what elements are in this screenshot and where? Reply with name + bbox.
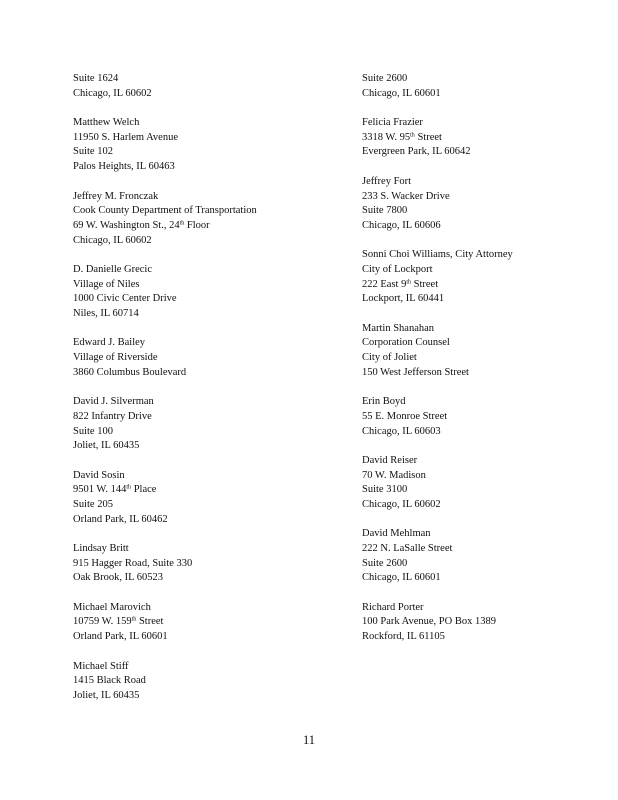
address-line-first: David Sosin — [73, 469, 125, 481]
address-line: Chicago, IL 60602 — [73, 234, 152, 246]
address-block — [362, 395, 618, 439]
address-block — [73, 263, 343, 322]
address-line-first: Erin Boyd — [362, 396, 406, 408]
address-line-first: Felicia Frazier — [362, 117, 423, 129]
address-line-first: Michael Marovich — [73, 601, 151, 613]
address-block — [73, 660, 343, 704]
address-line: 11950 S. Harlem Avenue — [73, 131, 178, 143]
address-line: Joliet, IL 60435 — [73, 689, 140, 701]
address-block — [73, 469, 343, 528]
address-line: 1415 Black Road — [73, 675, 146, 687]
address-line: 1000 Civic Center Drive — [73, 293, 177, 305]
address-line: 55 E. Monroe Street — [362, 410, 448, 422]
address-line: Joliet, IL 60435 — [73, 440, 140, 452]
address-line: Chicago, IL 60602 — [362, 498, 441, 510]
address-line: City of Joliet — [362, 352, 417, 364]
address-block — [73, 116, 343, 175]
address-line-first: Suite 2600 — [362, 73, 408, 84]
address-line: Orland Park, IL 60462 — [73, 513, 168, 525]
address-line-first: Jeffrey Fort — [362, 175, 412, 187]
address-line: 70 W. Madison — [362, 469, 426, 481]
address-block — [362, 454, 618, 513]
address-line: Chicago, IL 60601 — [362, 572, 441, 584]
address-line-first: Edward J. Bailey — [73, 337, 146, 349]
address-block — [73, 336, 343, 380]
address-line: Chicago, IL 60606 — [362, 219, 441, 231]
address-line: Chicago, IL 60601 — [362, 87, 441, 99]
address-line: Chicago, IL 60603 — [362, 425, 441, 437]
address-block — [362, 601, 618, 645]
address-block — [73, 395, 343, 454]
address-line: Corporation Counsel — [362, 337, 450, 349]
address-line: 822 Infantry Drive — [73, 410, 152, 422]
address-block — [73, 601, 343, 645]
address-line: City of Lockport — [362, 263, 433, 275]
address-line: Niles, IL 60714 — [73, 308, 139, 319]
address-column-right — [362, 72, 618, 660]
address-block — [73, 190, 343, 249]
address-line-first: David Reiser — [362, 454, 418, 466]
address-line: Rockford, IL 61105 — [362, 631, 445, 643]
address-line-first: Martin Shanahan — [362, 322, 435, 334]
address-line: Chicago, IL 60602 — [73, 87, 152, 99]
address-line: 233 S. Wacker Drive — [362, 190, 450, 202]
address-block — [362, 527, 618, 586]
address-block — [73, 72, 343, 101]
address-line-first: Matthew Welch — [73, 117, 140, 129]
address-line: Evergreen Park, IL 60642 — [362, 146, 471, 158]
address-line: 9501 W. 144th Place — [73, 484, 157, 496]
address-line: Suite 2600 — [362, 557, 408, 569]
address-line: 222 East 9th Street — [362, 278, 439, 290]
address-line: 222 N. LaSalle Street — [362, 543, 453, 554]
address-line: Suite 102 — [73, 146, 113, 158]
address-line: 150 West Jefferson Street — [362, 366, 469, 378]
address-line-first: Jeffrey M. Fronczak — [73, 190, 159, 202]
address-line: 69 W. Washington St., 24th Floor — [73, 219, 210, 231]
address-block — [362, 248, 618, 307]
address-line: 100 Park Avenue, PO Box 1389 — [362, 616, 496, 628]
address-column-left — [73, 72, 343, 718]
address-line: Lockport, IL 60441 — [362, 293, 445, 305]
address-line: Suite 205 — [73, 498, 113, 510]
address-line: Palos Heights, IL 60463 — [73, 161, 175, 173]
address-line: 10759 W. 159th Street — [73, 616, 164, 628]
address-line-first: David J. Silverman — [73, 396, 154, 408]
address-line: Suite 3100 — [362, 484, 408, 496]
address-line-first: Lindsay Britt — [73, 543, 129, 554]
address-block — [362, 72, 618, 101]
page-number: 11 — [302, 733, 316, 747]
address-line: 3318 W. 95th Street — [362, 131, 442, 143]
address-line-first: Richard Porter — [362, 601, 424, 613]
address-block — [362, 116, 618, 160]
address-line: Oak Brook, IL 60523 — [73, 572, 164, 584]
address-line: Cook County Department of Transportation — [73, 205, 257, 217]
address-line-first: Suite 1624 — [73, 73, 119, 84]
address-line: Suite 7800 — [362, 205, 408, 217]
address-line-first: Michael Stiff — [73, 660, 129, 672]
address-block — [73, 542, 343, 586]
address-line: 3860 Columbus Boulevard — [73, 366, 187, 378]
address-line: Orland Park, IL 60601 — [73, 631, 168, 643]
address-line-first: David Mehlman — [362, 528, 431, 540]
address-block — [362, 175, 618, 234]
address-line-first: D. Danielle Grecic — [73, 263, 153, 275]
address-line: Village of Riverside — [73, 352, 158, 364]
address-line-first: Sonni Choi Williams, City Attorney — [362, 249, 513, 261]
address-line: Suite 100 — [73, 425, 113, 437]
address-line: Village of Niles — [73, 278, 140, 290]
address-block — [362, 322, 618, 381]
address-line: 915 Hagger Road, Suite 330 — [73, 557, 193, 569]
